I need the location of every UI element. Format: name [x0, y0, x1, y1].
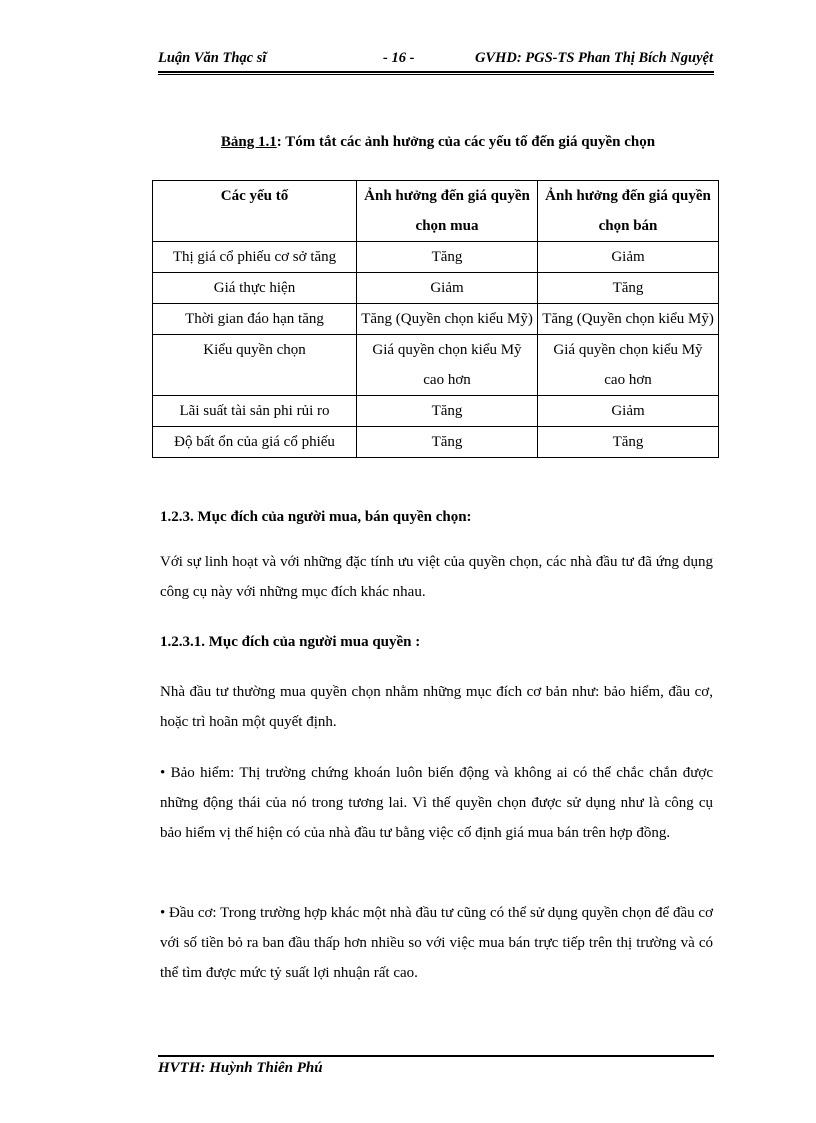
- table-cell: Tăng (Quyền chọn kiểu Mỹ): [538, 304, 719, 335]
- factor-influence-table: [152, 180, 719, 458]
- table-cell: Lãi suất tài sản phi rủi ro: [153, 396, 357, 427]
- table-cell: Tăng: [357, 242, 538, 273]
- header-advisor: GVHD: PGS-TS Phan Thị Bích Nguyệt: [474, 50, 713, 66]
- table-caption-label: Bảng 1.1: [220, 134, 277, 150]
- table-header-cell: Ảnh hưởng đến giá quyền chọn mua: [357, 181, 538, 242]
- header-page-number: - 16 -: [383, 50, 415, 66]
- table-cell: Độ bất ổn của giá cổ phiếu: [153, 427, 357, 458]
- table-caption: [0, 134, 816, 151]
- table-row: [153, 242, 719, 273]
- table-row: [153, 335, 719, 396]
- table-cell: Giảm: [538, 396, 719, 427]
- header-thesis-title: Luận Văn Thạc sĩ: [158, 50, 267, 66]
- page-footer: HVTH: Huỳnh Thiên Phú: [158, 1060, 323, 1076]
- footer-rule: [158, 1055, 714, 1057]
- table-cell: Giá quyền chọn kiểu Mỹ cao hơn: [538, 335, 719, 396]
- bullet-insurance: • Bảo hiểm: Thị trường chứng khoán luôn biến động và không ai có thể chắc chắn được những động thái của nó trong tương lai. Vì thế quyền chọn được sử dụng như là công cụ bảo hiểm vị thế hiện có của nhà đầu tư bằng việc cố định giá mua bán trên hợp đồng.: [160, 765, 713, 841]
- table-cell: Giá quyền chọn kiểu Mỹ cao hơn: [357, 335, 538, 396]
- table-row: [153, 304, 719, 335]
- table-row: [153, 427, 719, 458]
- table-cell: Thị giá cổ phiếu cơ sở tăng: [153, 242, 357, 273]
- table-row: [153, 396, 719, 427]
- table-cell: Thời gian đáo hạn tăng: [153, 304, 357, 335]
- table-cell: Tăng (Quyền chọn kiểu Mỹ): [357, 304, 538, 335]
- section-heading-1-2-3: 1.2.3. Mục đích của người mua, bán quyền chọn:: [160, 509, 472, 525]
- table-header-cell: Các yếu tố: [153, 181, 357, 242]
- table-cell: Tăng: [357, 427, 538, 458]
- table-caption-text: : Tóm tắt các ảnh hưởng của các yếu tố đến giá quyền chọn: [276, 134, 656, 150]
- table-cell: Giảm: [357, 273, 538, 304]
- header-rule: [158, 71, 714, 75]
- table-row: [153, 273, 719, 304]
- table-cell: Tăng: [538, 427, 719, 458]
- paragraph-intro: Với sự linh hoạt và với những đặc tính ưu việt của quyền chọn, các nhà đầu tư đã ứng dụng công cụ này với những mục đích khác nhau.: [160, 554, 713, 600]
- table-cell: Kiểu quyền chọn: [153, 335, 357, 396]
- table-header-row: [153, 181, 719, 242]
- bullet-speculation: • Đầu cơ: Trong trường hợp khác một nhà đầu tư cũng có thể sử dụng quyền chọn để đầu cơ với số tiền bỏ ra ban đầu thấp hơn nhiều so với việc mua bán trực tiếp trên thị trường và có thể tìm được mức tỷ suất lợi nhuận rất cao.: [160, 905, 713, 981]
- paragraph-buyer-purpose: Nhà đầu tư thường mua quyền chọn nhằm những mục đích cơ bản như: bảo hiểm, đầu cơ, hoặc trì hoãn một quyết định.: [160, 684, 713, 730]
- table-cell: Giảm: [538, 242, 719, 273]
- table-cell: Tăng: [357, 396, 538, 427]
- table-header-cell: Ảnh hưởng đến giá quyền chọn bán: [538, 181, 719, 242]
- table-cell: Tăng: [538, 273, 719, 304]
- table-cell: Giá thực hiện: [153, 273, 357, 304]
- section-heading-1-2-3-1: 1.2.3.1. Mục đích của người mua quyền :: [160, 634, 421, 650]
